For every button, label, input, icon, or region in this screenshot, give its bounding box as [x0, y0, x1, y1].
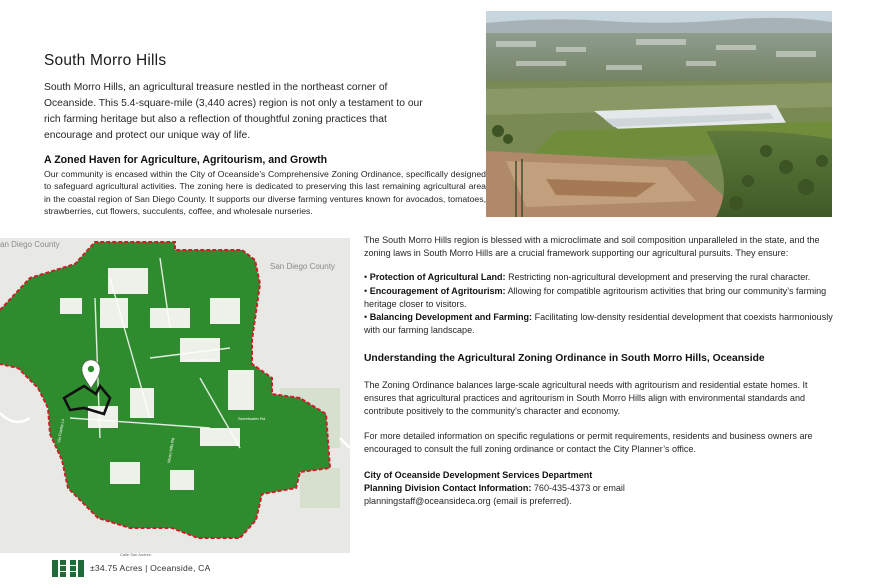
- bullet-balancing-label: Balancing Development and Farming:: [369, 312, 533, 323]
- bullet-agritourism: • Encouragement of Agritourism: Allowing for compatible agritourism activities that bring our community’s farming heritage closer to visitors.: [364, 285, 827, 309]
- ordinance-heading: Understanding the Agricultural Zoning Ordinance in South Morro Hills, Oceanside: [364, 353, 765, 365]
- contact-label: Planning Division Contact Information:: [364, 482, 532, 493]
- ordinance-paragraph: The Zoning Ordinance balances large-scale agricultural needs with agritourism and residential estate homes. It ensures that agricultural practices and agritourism in South Morro Hills align with environmental standards and contribute positively to the community’s character and economy.: [364, 379, 808, 417]
- intro-paragraph: South Morro Hills, an agricultural treasure nestled in the northeast corner of Oceanside. This 5.4-square-mile (3,440 acres) region is not only a testament to our rich farming heritage but also a reflection of thoughtful zoning practices that encourage and protect our unique way of life.: [44, 82, 423, 141]
- right-column: [364, 234, 840, 508]
- aerial-farmland-photo: [486, 11, 832, 217]
- contact-email[interactable]: planningstaff@oceansideca.org (email is preferred).: [364, 496, 572, 507]
- right-intro-paragraph: The South Morro Hills region is blessed with a microclimate and soil composition unparalleled in the state, and the zoning laws in South Morro Hills are a crucial framework supporting our agricultural pursuits. They ensure:: [364, 235, 820, 259]
- zoned-heading: A Zoned Haven for Agriculture, Agritourism, and Growth: [44, 154, 328, 166]
- bullet-balancing-text: Facilitating low-density residential development that coexists harmoniously with our farming landscape.: [364, 312, 833, 336]
- bullet-protection: • Protection of Agricultural Land: Restricting non-agricultural development and preserving the rural character.: [364, 272, 811, 283]
- zoning-map: [0, 238, 350, 557]
- map-label-road-2: Via Puerta Ln: [56, 418, 66, 444]
- contact-phone: 760-435-4373 or email: [531, 482, 625, 493]
- bullet-balancing: • Balancing Development and Farming: Facilitating low-density residential development that coexists harmoniously with our farming landscape.: [364, 312, 833, 336]
- more-info-paragraph: For more detailed information on specific regulations or permit requirements, residents and business owners are encouraged to consult the full zoning ordinance or contact the City Planner’s office.: [364, 431, 813, 455]
- map-label-road-3: Morro Hills Rd: [166, 437, 176, 464]
- bullet-protection-text: Restricting non-agricultural development and preserving the rural character.: [508, 272, 811, 283]
- footer-text: ±34.75 Acres | Oceanside, CA: [90, 563, 211, 573]
- map-label-county-right: San Diego County: [270, 262, 335, 271]
- contact-department: City of Oceanside Development Services Department: [364, 469, 593, 480]
- brand-logo-icon: [52, 560, 84, 577]
- bullet-protection-label: Protection of Agricultural Land:: [369, 272, 506, 283]
- page-title: South Morro Hills: [44, 52, 167, 69]
- bullet-agritourism-label: Encouragement of Agritourism:: [369, 285, 506, 296]
- map-label-road-5: Calle San Andres: [120, 552, 151, 557]
- footer: [52, 559, 211, 577]
- map-label-road-4: Sweetwater Rd: [238, 416, 266, 421]
- map-label-county-left: an Diego County: [0, 240, 60, 249]
- map-label-road-1: Sleeping Indian Rd: [183, 357, 217, 362]
- contact-block: [364, 469, 840, 509]
- bullet-agritourism-text: Allowing for compatible agritourism activities that bring our community’s farming heritage closer to visitors.: [364, 285, 827, 309]
- zoned-paragraph: Our community is encased within the City of Oceanside’s Comprehensive Zoning Ordinance, specifically designed to safeguard agricultural activities. The zoning here is dedicated to preserving this last remaining agricultural area in the coastal region of San Diego County. It supports our diverse farming ventures known for avocados, tomatoes, strawberries, cut flowers, succulents, coffee, and wholesale nurseries.: [44, 169, 486, 217]
